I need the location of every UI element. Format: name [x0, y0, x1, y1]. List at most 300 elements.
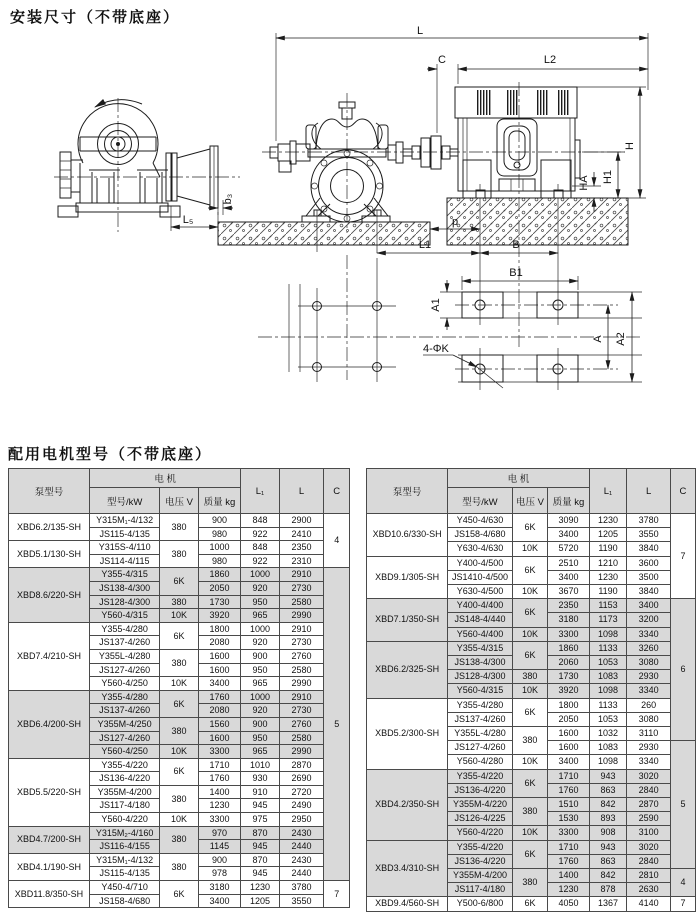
table-cell: 380 [160, 514, 198, 541]
table-cell: 10K [160, 813, 198, 827]
table-cell: Y355-4/220 [89, 758, 159, 772]
table-cell: JS117-4/180 [448, 883, 513, 897]
table-cell: Y355-4/280 [448, 698, 513, 712]
table-cell: JS138-4/300 [89, 581, 159, 595]
table-cell: 1098 [589, 755, 626, 769]
col-header-c: C [324, 469, 350, 514]
table-cell: 965 [241, 677, 279, 691]
table-cell: Y630-4/630 [448, 542, 513, 556]
table-cell: 1230 [198, 799, 241, 813]
col-header-l: L [279, 469, 324, 514]
table-cell: 3340 [627, 627, 671, 641]
table-cell: 1083 [589, 741, 626, 755]
table-cell: 6K [160, 690, 198, 717]
table-cell: 3400 [198, 894, 241, 908]
table-cell: 2440 [279, 867, 324, 881]
table-cell: 2810 [627, 869, 671, 883]
motor-vent-2 [507, 90, 519, 115]
table-cell: 1730 [548, 670, 590, 684]
pump-model-cell: XBD4.1/190-SH [9, 853, 90, 880]
table-cell: 6K [512, 698, 547, 726]
pump-model-cell: XBD6.4/200-SH [9, 690, 90, 758]
table-cell: Y355L-4/280 [89, 649, 159, 663]
table-cell: 3180 [198, 881, 241, 895]
table-cell: 2990 [279, 677, 324, 691]
table-cell: Y355M-4/220 [448, 798, 513, 812]
pump-model-cell: XBD10.6/330-SH [367, 514, 448, 557]
table-cell: 1205 [589, 528, 626, 542]
table-cell: Y560-4/280 [448, 755, 513, 769]
dim-label-h: H [624, 142, 636, 150]
table-row [9, 541, 350, 555]
table-cell: Y500-6/800 [448, 897, 513, 911]
table-cell: 920 [241, 636, 279, 650]
table-cell: 970 [198, 826, 241, 840]
table-cell: 4 [324, 514, 350, 568]
table-row [367, 840, 696, 854]
table-cell: 863 [589, 783, 626, 797]
table-cell: 6K [512, 769, 547, 797]
table-row [9, 881, 350, 895]
table-cell: Y315M₁-4/132 [89, 853, 159, 867]
table-cell: 380 [160, 826, 198, 853]
table-cell: JS114-4/115 [89, 554, 159, 568]
dim-label-ha: HA [578, 175, 590, 191]
pump-model-cell: XBD4.7/200-SH [9, 826, 90, 853]
table-cell: JS128-4/300 [448, 670, 513, 684]
table-cell: 3400 [548, 528, 590, 542]
table-cell: JS115-4/135 [89, 867, 159, 881]
table-cell: 1000 [198, 541, 241, 555]
table-cell: Y400-4/500 [448, 556, 513, 570]
table-cell: 380 [512, 798, 547, 826]
pump-model-cell: XBD9.1/305-SH [367, 556, 448, 599]
dim-label-b3: b₃ [222, 193, 234, 205]
table-cell: 1053 [589, 712, 626, 726]
table-cell: 2580 [279, 663, 324, 677]
table-cell: JS148-4/440 [448, 613, 513, 627]
motor-table-left [8, 468, 350, 908]
table-cell: Y400-4/400 [448, 599, 513, 613]
table-cell: JS158-4/680 [89, 894, 159, 908]
dim-l [276, 25, 648, 141]
table-cell: 3500 [627, 570, 671, 584]
table-cell: Y355L-4/280 [448, 727, 513, 741]
table-cell: 3550 [279, 894, 324, 908]
table-cell: 3340 [627, 684, 671, 698]
table-cell: 3080 [627, 656, 671, 670]
dim-label-b: B [512, 239, 520, 251]
table-cell: 3840 [627, 585, 671, 599]
table-cell: Y315M₂-4/160 [89, 826, 159, 840]
table-cell: JS127-4/260 [89, 663, 159, 677]
table-cell: 2580 [279, 731, 324, 745]
table-cell: Y560-4/315 [89, 609, 159, 623]
table-cell: 2050 [548, 712, 590, 726]
table-cell: Y355-4/315 [89, 568, 159, 582]
table-cell: 975 [241, 813, 279, 827]
table-cell: 6K [512, 556, 547, 584]
table-cell: 2060 [548, 656, 590, 670]
dim-label-a1: A1 [430, 298, 442, 312]
table-cell: 1230 [548, 883, 590, 897]
motor-table-right [366, 468, 696, 912]
table-cell: 3300 [198, 745, 241, 759]
table-cell: 910 [241, 785, 279, 799]
table-cell: 863 [589, 854, 626, 868]
table-cell: 1400 [198, 785, 241, 799]
installation-drawing [0, 0, 700, 442]
table-cell: 2720 [279, 785, 324, 799]
table-cell: 1173 [589, 613, 626, 627]
coupling [412, 136, 458, 169]
table-cell: 1205 [241, 894, 279, 908]
motor-vent-3 [536, 90, 548, 115]
table-cell: 848 [241, 514, 279, 528]
col-header-pump: 泵型号 [367, 469, 448, 514]
table-cell: JS117-4/180 [89, 799, 159, 813]
table-cell: 6 [670, 599, 695, 741]
table-cell: JS137-4/260 [448, 712, 513, 726]
table-cell: 1000 [241, 568, 279, 582]
table-cell: 1760 [548, 783, 590, 797]
table-cell: 2730 [279, 636, 324, 650]
table-cell: 3600 [627, 556, 671, 570]
table-cell: 10K [160, 677, 198, 691]
table-cell: 6K [160, 622, 198, 649]
col-header-voltage: 电压 V [512, 488, 547, 514]
col-header-model: 型号/kW [89, 488, 159, 514]
foundation-plan [258, 255, 642, 390]
col-header-model: 型号/kW [448, 488, 513, 514]
table-cell: 1133 [589, 698, 626, 712]
table-cell: 945 [241, 799, 279, 813]
table-cell: 1000 [241, 622, 279, 636]
table-cell: 1560 [198, 717, 241, 731]
table-cell: 1145 [198, 840, 241, 854]
dim-label-l: L [416, 25, 424, 37]
table-row [9, 758, 350, 772]
table-row [9, 568, 350, 582]
table-cell: JS115-4/135 [89, 527, 159, 541]
table-cell: 3300 [548, 627, 590, 641]
table-cell: 3300 [198, 813, 241, 827]
table-cell: 1133 [589, 641, 626, 655]
table-cell: 380 [160, 785, 198, 812]
table-cell: 1000 [241, 690, 279, 704]
table-cell: 6K [512, 897, 547, 911]
table-cell: 10K [160, 609, 198, 623]
table-cell: 1190 [589, 585, 626, 599]
table-cell: 3400 [627, 599, 671, 613]
table-cell: 1710 [198, 758, 241, 772]
table-cell: 2080 [198, 704, 241, 718]
table-cell: 3020 [627, 840, 671, 854]
table-cell: 260 [627, 698, 671, 712]
table-cell: 3400 [548, 570, 590, 584]
table-cell: 7 [324, 881, 350, 908]
table-cell: 2760 [279, 717, 324, 731]
table-row [9, 690, 350, 704]
table-cell: 6K [512, 641, 547, 669]
table-row [9, 826, 350, 840]
table-cell: 3400 [548, 755, 590, 769]
table-cell: Y560-4/220 [89, 813, 159, 827]
table-row [367, 556, 696, 570]
table-cell: 2510 [548, 556, 590, 570]
table-cell: JS137-4/260 [89, 636, 159, 650]
table-cell: Y355-4/220 [448, 840, 513, 854]
table-cell: JS136-4/220 [89, 772, 159, 786]
table-cell: 950 [241, 731, 279, 745]
table-cell: 3780 [279, 881, 324, 895]
dim-label-p: p [451, 216, 459, 228]
col-header-mass: 质量 kg [198, 488, 241, 514]
col-header-mass: 质量 kg [548, 488, 590, 514]
dim-label-b1: B1 [509, 267, 523, 279]
table-cell: 2760 [279, 649, 324, 663]
table-cell: 878 [589, 883, 626, 897]
table-cell: 1032 [589, 727, 626, 741]
table-row [367, 514, 696, 528]
table-cell: 1190 [589, 542, 626, 556]
table-cell: 2350 [548, 599, 590, 613]
table-cell: 900 [198, 853, 241, 867]
table-cell: 10K [160, 745, 198, 759]
table-cell: 3300 [548, 826, 590, 840]
motor-table-right-wrap [366, 468, 696, 912]
table-cell: 2050 [198, 581, 241, 595]
table-cell: JS138-4/300 [448, 656, 513, 670]
table-cell: JS1410-4/500 [448, 570, 513, 584]
table-cell: 380 [160, 649, 198, 676]
table-cell: 3090 [548, 514, 590, 528]
table-cell: 3340 [627, 755, 671, 769]
table-cell: 3670 [548, 585, 590, 599]
table-cell: Y560-4/250 [89, 745, 159, 759]
table-cell: 2310 [279, 554, 324, 568]
pump-model-cell: XBD3.4/310-SH [367, 840, 448, 897]
table-cell: Y355-4/280 [89, 622, 159, 636]
table-cell: 893 [589, 812, 626, 826]
table-cell: 950 [241, 663, 279, 677]
table-cell: Y315M₁-4/132 [89, 514, 159, 528]
table-cell: 1210 [589, 556, 626, 570]
table-cell: JS116-4/155 [89, 840, 159, 854]
dim-label-4-phi-k: 4-ΦK [423, 343, 449, 355]
table-cell: 870 [241, 826, 279, 840]
table-cell: 1800 [198, 622, 241, 636]
table-cell: 2840 [627, 854, 671, 868]
table-cell: 380 [160, 717, 198, 744]
table-cell: 10K [512, 585, 547, 599]
table-cell: 920 [241, 581, 279, 595]
table-row [9, 514, 350, 528]
table-cell: 7 [670, 514, 695, 599]
table-cell: 3550 [627, 528, 671, 542]
table-cell: 1760 [548, 854, 590, 868]
table-row [9, 853, 350, 867]
table-cell: 1600 [198, 649, 241, 663]
pump-model-cell: XBD11.8/350-SH [9, 881, 90, 908]
table-cell: 3400 [198, 677, 241, 691]
table-cell: Y355M-4/200 [89, 785, 159, 799]
table-cell: 2580 [279, 595, 324, 609]
table-cell: 2930 [627, 741, 671, 755]
table-cell: 978 [198, 867, 241, 881]
table-cell: 965 [241, 609, 279, 623]
table-row [367, 769, 696, 783]
table-cell: Y355M-4/250 [89, 717, 159, 731]
table-cell: 2990 [279, 609, 324, 623]
table-cell: 4050 [548, 897, 590, 911]
table-cell: 2630 [627, 883, 671, 897]
table-cell: 10K [512, 684, 547, 698]
table-cell: JS127-4/260 [448, 741, 513, 755]
table-cell: 2910 [279, 568, 324, 582]
pump-model-cell: XBD8.6/220-SH [9, 568, 90, 622]
table-cell: 10K [512, 755, 547, 769]
table-cell: 1230 [241, 881, 279, 895]
dim-label-l5: L₅ [182, 214, 194, 226]
table-cell: 1710 [548, 769, 590, 783]
table-cell: 945 [241, 840, 279, 854]
table-cell: 3080 [627, 712, 671, 726]
dim-label-l2: L2 [543, 54, 557, 66]
table-cell: 380 [512, 727, 547, 755]
table-cell: Y560-4/250 [89, 677, 159, 691]
table-cell: Y315S-4/110 [89, 541, 159, 555]
col-header-motor: 电 机 [89, 469, 240, 488]
table-cell: Y560-4/315 [448, 684, 513, 698]
table-cell: 2930 [627, 670, 671, 684]
table-header [367, 469, 696, 514]
table-cell: 945 [241, 867, 279, 881]
table-cell: 380 [512, 869, 547, 897]
table-cell: 3110 [627, 727, 671, 741]
table-cell: 6K [512, 599, 547, 627]
table-cell: Y630-4/500 [448, 585, 513, 599]
table-cell: 920 [241, 704, 279, 718]
bolt-hole-callout [423, 343, 503, 388]
motor-vent-4 [557, 90, 569, 115]
motor-vent-1 [477, 90, 491, 115]
dim-b1 [462, 267, 578, 290]
table-cell: 2730 [279, 581, 324, 595]
table-cell: 1098 [589, 627, 626, 641]
pump-side-supports [89, 170, 168, 203]
table-cell: 2490 [279, 799, 324, 813]
table-cell: 848 [241, 541, 279, 555]
table-cell: 3100 [627, 826, 671, 840]
col-header-c: C [670, 469, 695, 514]
table-cell: 3920 [198, 609, 241, 623]
table-cell: 1730 [198, 595, 241, 609]
table-cell: 2440 [279, 840, 324, 854]
table-cell: 1860 [548, 641, 590, 655]
table-cell: 1600 [198, 663, 241, 677]
table-cell: 5720 [548, 542, 590, 556]
table-cell: 6K [512, 514, 547, 542]
table-cell: 943 [589, 840, 626, 854]
pump-model-cell: XBD7.1/350-SH [367, 599, 448, 642]
table-cell: Y560-4/400 [448, 627, 513, 641]
col-header-voltage: 电压 V [160, 488, 198, 514]
dim-l5 [171, 206, 218, 231]
table-cell: 2870 [279, 758, 324, 772]
table-cell: 1710 [548, 840, 590, 854]
table-cell: 908 [589, 826, 626, 840]
page-title: 安装尺寸（不带底座） [10, 9, 181, 26]
table-cell: 980 [198, 527, 241, 541]
table-cell: 5 [324, 568, 350, 881]
table-cell: 3920 [548, 684, 590, 698]
col-header-motor: 电 机 [448, 469, 590, 488]
table-cell: 1600 [548, 727, 590, 741]
table-row [367, 698, 696, 712]
table-cell: 1600 [198, 731, 241, 745]
table-cell: 1860 [198, 568, 241, 582]
table-cell: 2430 [279, 853, 324, 867]
dim-label-l1: L1 [418, 239, 432, 251]
table-cell: Y355-4/315 [448, 641, 513, 655]
col-header-l1: L₁ [589, 469, 626, 514]
table-cell: 6K [160, 758, 198, 785]
col-header-pump: 泵型号 [9, 469, 90, 514]
table-cell: 1153 [589, 599, 626, 613]
dim-a1 [430, 280, 447, 330]
table-cell: 943 [589, 769, 626, 783]
table-cell: JS158-4/680 [448, 528, 513, 542]
table-cell: 1760 [198, 690, 241, 704]
table-cell: 2080 [198, 636, 241, 650]
pump-side-view [54, 98, 240, 232]
table-cell: 2690 [279, 772, 324, 786]
table-cell: 842 [589, 798, 626, 812]
table-cell: Y355-4/220 [448, 769, 513, 783]
table-cell: JS127-4/260 [89, 731, 159, 745]
table-cell: 900 [241, 717, 279, 731]
table-cell: 870 [241, 853, 279, 867]
table-cell: 922 [241, 554, 279, 568]
table-cell: 3780 [627, 514, 671, 528]
table-cell: 6K [160, 881, 198, 908]
table-cell: 2910 [279, 622, 324, 636]
table-cell: 2870 [627, 798, 671, 812]
table-cell: 1600 [548, 741, 590, 755]
motor-table-left-wrap [8, 468, 350, 908]
table-cell: JS136-4/220 [448, 854, 513, 868]
table-cell: 3200 [627, 613, 671, 627]
table-cell: 10K [512, 542, 547, 556]
table-cell: 6K [160, 568, 198, 595]
table-cell: 3020 [627, 769, 671, 783]
dim-b3 [208, 194, 234, 215]
table-cell: 1367 [589, 897, 626, 911]
table-cell: 1098 [589, 684, 626, 698]
table-cell: 2410 [279, 527, 324, 541]
table-row [367, 599, 696, 613]
table-cell: 4140 [627, 897, 671, 911]
table-cell: 2730 [279, 704, 324, 718]
table-cell: 900 [198, 514, 241, 528]
table-cell: 10K [512, 826, 547, 840]
table-cell: JS126-4/225 [448, 812, 513, 826]
table-cell: 1760 [198, 772, 241, 786]
table-cell: 922 [241, 527, 279, 541]
col-header-l: L [627, 469, 671, 514]
table-cell: JS137-4/260 [89, 704, 159, 718]
